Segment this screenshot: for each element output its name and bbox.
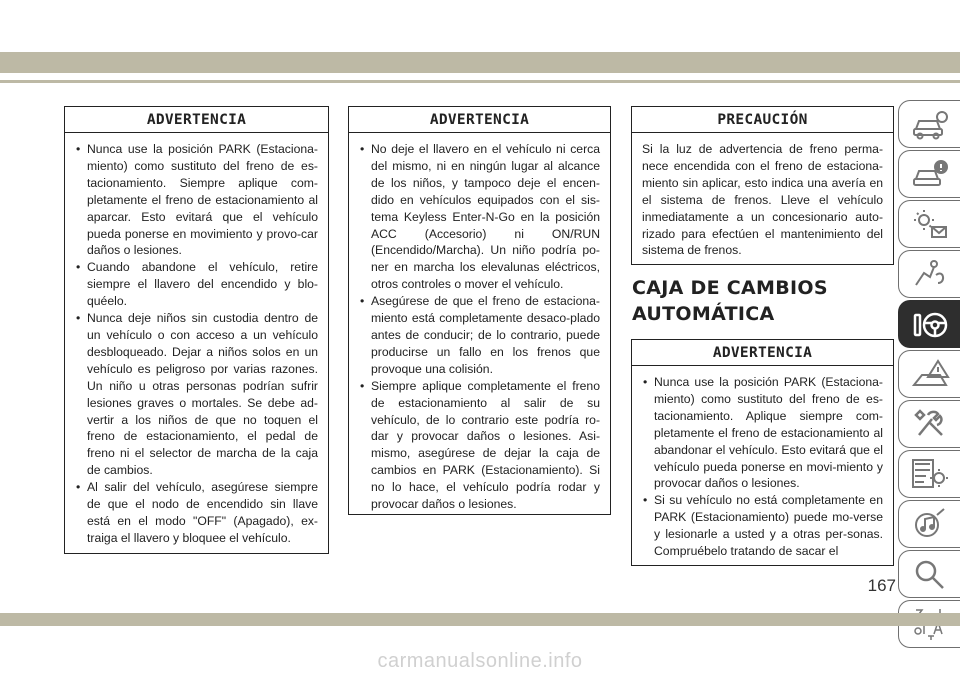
tab-car-alert[interactable] [898,150,960,198]
multimedia-icon [910,507,950,541]
list-item: • Asegúrese de que el freno de estaciona-miento está completamente desaco-plado antes de conducir; de lo contrario, puede producirse un fallo en los frenos que provoque una colisión. [359,293,600,378]
warning-box-3-title: ADVERTENCIA [632,340,893,366]
tab-search[interactable] [898,550,960,598]
warning-box-2-title: ADVERTENCIA [349,107,610,133]
road-hazard-icon [910,357,950,391]
warning-box-2-list [359,141,600,513]
warning-box-2 [348,106,611,515]
tab-wrench-service[interactable] [898,400,960,448]
caution-box-title: PRECAUCIÓN [632,107,893,133]
top-header-band [0,52,960,73]
list-item: • Nunca use la posición PARK (Estaciona-miento) como sustituto del freno de es-tacionamiento. Aplique siempre com-pletamente el freno de estacionamiento al abandonar el vehículo. Esto evitará que el vehículo pueda ponerse en movi-miento y provocar daños o lesiones. [642,374,883,492]
warning-box-1-title: ADVERTENCIA [65,107,328,133]
bottom-footer-band [0,613,960,626]
caution-box-text: Si la luz de advertencia de freno perma-nece encendida con el freno de estaciona-miento sin aplicar, esto indica una avería en el sistema de frenos. Lleve el vehículo inmediatamente a un concesionario auto-rizado para efectúen el mantenimiento del sistema de frenos. [642,142,883,258]
list-item: • Al salir del vehículo, asegúrese siempre de que el nodo de encendido sin llave está en el modo "OFF" (Apagado), ex-traiga el llavero y bloquee el vehículo. [75,479,318,547]
warning-lights-icon [910,207,950,241]
tab-warning-lights[interactable] [898,200,960,248]
caution-box [631,106,894,265]
tab-road-hazard[interactable] [898,350,960,398]
section-title: CAJA DE CAMBIOS AUTOMÁTICA [632,277,828,325]
list-item: • Cuando abandone el vehículo, retire siempre el llavero del encendido y blo-quéelo. [75,259,318,310]
chapter-tabs [898,100,960,650]
tab-car-info[interactable] [898,100,960,148]
wrench-service-icon [910,407,950,441]
specifications-gear-icon [910,457,950,491]
warning-box-3-list [642,374,883,560]
search-magnifier-icon [910,557,950,591]
warning-box-1-list [75,141,318,547]
tab-airbag-seat[interactable] [898,250,960,298]
car-info-icon [910,107,950,141]
list-item: • No deje el llavero en el vehículo ni cerca del mismo, ni en ningún lugar al alcance de los niños, y tampoco deje el encen-dido en vehículos equipados con el sis-tema Keyless Enter-N-Go en la posición ACC (Accesorio) ni ON/RUN (Encendido/Marcha). Un niño podría po-ner en marcha los elevalunas eléctricos, otros controles o mover el vehículo. [359,141,600,293]
watermark: carmanualsonline.info [377,650,583,672]
tab-multimedia[interactable] [898,500,960,548]
car-alert-icon [910,157,950,191]
airbag-seat-icon [910,257,950,291]
list-item: • Si su vehículo no está completamente en PARK (Estacionamiento) puede mo-verse y lesionarle a usted y a otras per-sonas. Compruébelo tratando de sacar el [642,492,883,560]
list-item: • Nunca deje niños sin custodia dentro de un vehículo o con acceso a un vehículo desbloqueado. Dejar a niños solos en un vehículo es peligroso por varias razones. Un niño u otras personas podrían sufrir lesiones graves o mortales. Se debe ad-vertir a los niños de que no toquen el freno de estacionamiento, el pedal de freno ni el selector de marcha de la caja de cambios. [75,310,318,479]
warning-box-3 [631,339,894,566]
tab-specifications[interactable] [898,450,960,498]
page-number: 167 [867,576,896,595]
warning-box-1 [64,106,329,554]
steering-wheel-icon [910,307,950,341]
list-item: • Siempre aplique completamente el freno de estacionamiento al salir de su vehículo, de lo contrario este podría ro-dar y provocar daños o lesiones. Asi-mismo, asegúrese de dejar la caja de cambios en PARK (Estacionamiento). Si no lo hace, el vehículo podría rodar y provocar daños o lesiones. [359,378,600,513]
list-item: • Nunca use la posición PARK (Estaciona-miento) como sustituto del freno de es-tacionamiento. Siempre aplique com-pletamente el freno de estacionamiento al aparcar. Esto evitará que el vehículo pueda ponerse en movimiento y provo-car daños o lesiones. [75,141,318,259]
top-header-rule [0,80,960,83]
tab-steering-wheel[interactable] [898,300,960,348]
